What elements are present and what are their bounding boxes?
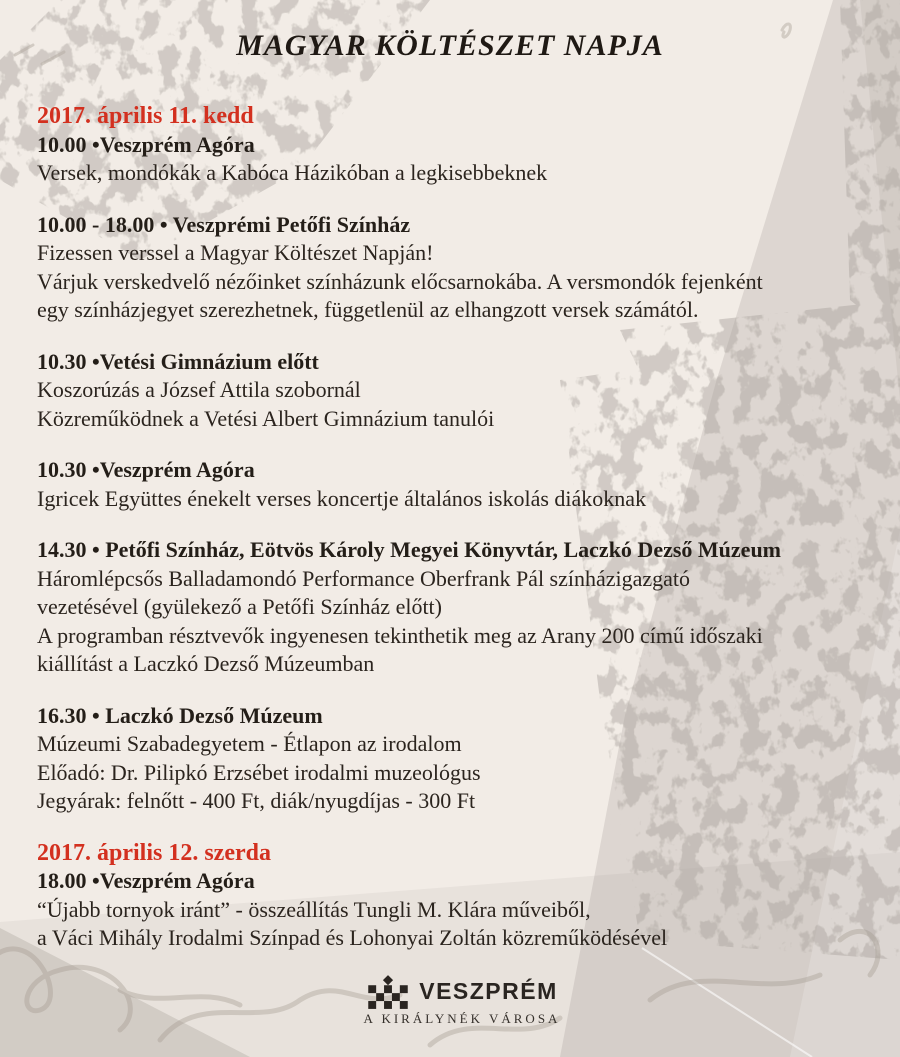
logo-name: VESZPRÉM bbox=[419, 978, 558, 1004]
event-time-venue: 18.00 •Veszprém Agóra bbox=[37, 868, 255, 893]
event-line: egy színházjegyet szerezhetnek, függetlenül az elhangzott versek számától. bbox=[37, 297, 699, 322]
event-line: “Újabb tornyok iránt” - összeállítás Tungli M. Klára műveiből, bbox=[37, 896, 591, 922]
date-heading: 2017. április 12. szerda bbox=[37, 839, 271, 866]
logo-row bbox=[49, 975, 875, 1009]
day-section-april-12 bbox=[37, 839, 863, 953]
event bbox=[37, 131, 863, 188]
event-line: Koszorúzás a József Attila szobornál bbox=[37, 377, 361, 402]
event bbox=[37, 456, 863, 513]
event-line: Háromlépcsős Balladamondó Performance Oberfrank Pál színházigazgató bbox=[37, 565, 691, 591]
event-line: A programban résztvevők ingyenesen tekinthetik meg az Arany 200 című időszaki bbox=[37, 622, 763, 648]
event-time-venue: 16.30 • Laczkó Dezső Múzeum bbox=[37, 702, 323, 728]
event-time-venue: 10.30 •Vetési Gimnázium előtt bbox=[37, 348, 319, 374]
event-time-venue: 10.30 •Veszprém Agóra bbox=[37, 457, 255, 482]
event-line: Múzeumi Szabadegyetem - Étlapon az irodalom bbox=[37, 731, 462, 756]
event-line: Közreműködnek a Vetési Albert Gimnázium tanulói bbox=[37, 405, 495, 431]
event bbox=[37, 536, 863, 679]
event-time-venue: 10.00 •Veszprém Agóra bbox=[37, 131, 255, 157]
event bbox=[37, 348, 863, 434]
logo-tagline: A KIRÁLYNÉK VÁROSA bbox=[363, 1010, 561, 1026]
date-heading: 2017. április 11. kedd bbox=[37, 103, 254, 129]
event-line: a Váci Mihály Irodalmi Színpad és Lohonyai Zoltán közreműködésével bbox=[37, 925, 668, 950]
event bbox=[37, 702, 863, 816]
event-time-venue: 10.00 - 18.00 • Veszprémi Petőfi Színház bbox=[37, 211, 411, 237]
page-title: MAGYAR KÖLTÉSZET NAPJA bbox=[236, 29, 664, 62]
event-line: Előadó: Dr. Pilipkó Erzsébet irodalmi muzeológus bbox=[37, 759, 481, 785]
pixel-crown-icon bbox=[366, 975, 410, 1009]
event-line: vezetésével (gyülekező a Petőfi Színház előtt) bbox=[37, 594, 442, 619]
event-line: kiállítást a Laczkó Dezső Múzeumban bbox=[37, 651, 375, 676]
event bbox=[37, 211, 863, 325]
event bbox=[37, 867, 863, 953]
event-line: Jegyárak: felnőtt - 400 Ft, diák/nyugdíjas - 300 Ft bbox=[37, 788, 476, 813]
event-line: Várjuk verskedvelő nézőinket színházunk előcsarnokába. A versmondók fejenként bbox=[37, 268, 763, 294]
event-line: Fizessen verssel a Magyar Költészet Napján! bbox=[37, 240, 434, 265]
program-list bbox=[37, 102, 863, 953]
veszprem-logo bbox=[49, 975, 875, 1027]
day-section-april-11 bbox=[37, 102, 863, 816]
event-line: Igricek Együttes énekelt verses koncertje általános iskolás diákoknak bbox=[37, 485, 647, 511]
event-time-venue: 14.30 • Petőfi Színház, Eötvös Károly Megyei Könyvtár, Laczkó Dezső Múzeum bbox=[37, 537, 782, 562]
event-line: Versek, mondókák a Kabóca Házikóban a legkisebbeknek bbox=[37, 160, 548, 185]
